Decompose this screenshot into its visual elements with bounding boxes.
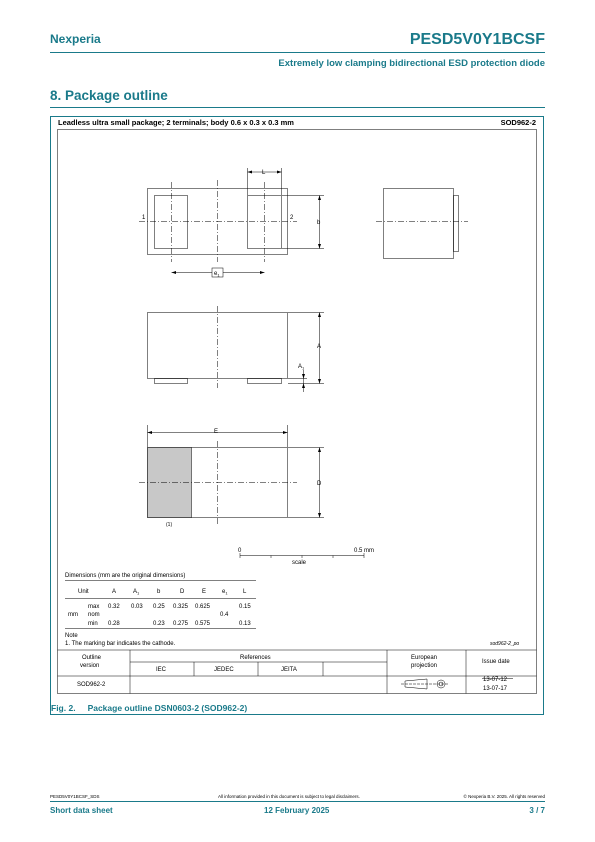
- dim-col-b: b: [157, 589, 161, 595]
- dim-col-e1: $e_1$: [222, 589, 228, 596]
- pin-2-label: 2: [290, 215, 294, 221]
- brand-name: Nexperia: [50, 32, 101, 46]
- dim-cell: 0.575: [195, 621, 211, 627]
- section-title: 8. Package outline: [50, 88, 168, 103]
- references-header: References: [240, 655, 271, 661]
- footer-doc-id: PESD5V0Y1BCSF_SDS: [50, 794, 100, 799]
- footer-rule: [50, 801, 545, 802]
- dim-cell: 0.625: [195, 604, 211, 610]
- dim-A-label: A: [317, 344, 322, 350]
- dim-cell: 0.25: [153, 604, 165, 610]
- dim-col-D: D: [180, 589, 185, 595]
- dim-col-L: L: [243, 589, 247, 595]
- dim-cell: 0.275: [173, 621, 189, 627]
- dim-cell: 0.15: [239, 604, 251, 610]
- dim-row-label: min: [88, 621, 98, 627]
- dim-col-A: A: [112, 589, 117, 595]
- dimensions-title: Dimensions (mm are the original dimensions): [65, 573, 186, 579]
- scale-start: 0: [238, 548, 242, 554]
- figure-caption-text: Package outline DSN0603-2 (SOD962-2): [87, 703, 248, 713]
- dim-b-label: b: [317, 220, 321, 226]
- dim-row-label: nom: [88, 612, 100, 618]
- dim-L-label: L: [262, 170, 266, 176]
- issue-date-header: Issue date: [482, 659, 510, 665]
- side-view-body: [384, 189, 454, 259]
- dim-cell: 0.32: [108, 604, 120, 610]
- footer-doc-type: Short data sheet: [50, 806, 113, 815]
- dim-A1-label: $A_1$: [298, 364, 305, 371]
- dim-E-label: E: [214, 429, 219, 435]
- footer-disclaimer: All information provided in this document is subject to legal disclaimers.: [218, 794, 360, 799]
- dim-row-label: max: [88, 604, 100, 610]
- note-heading: Note: [65, 633, 78, 639]
- figure-title: Leadless ultra small package; 2 terminals; body 0.6 x 0.3 x 0.3 mm: [58, 118, 294, 127]
- jeita-header: JEITA: [281, 667, 297, 673]
- drawing-ref: sod962-2_po: [490, 641, 520, 647]
- pin-1-label: 1: [142, 215, 146, 221]
- figure-code: SOD962-2: [500, 118, 536, 127]
- outline-version-header: Outline version: [80, 655, 102, 669]
- footer-copyright: © Nexperia B.V. 2025. All rights reserved: [463, 794, 545, 799]
- dim-cell: 0.03: [131, 604, 143, 610]
- figure-number: Fig. 2.: [51, 703, 76, 713]
- dim-cell: 0.13: [239, 621, 251, 627]
- product-subtitle: Extremely low clamping bidirectional ESD protection diode: [278, 58, 545, 69]
- jedec-header: JEDEC: [214, 667, 234, 673]
- figure-caption: [51, 703, 247, 713]
- footer-date: 12 February 2025: [264, 806, 330, 815]
- dim-cell: 0.4: [220, 612, 229, 618]
- outline-version-value: SOD962-2: [77, 682, 106, 688]
- side-view-terminal: [454, 196, 459, 252]
- european-projection-header: European projection: [411, 655, 438, 669]
- dim-col-unit: Unit: [78, 589, 89, 595]
- issue-date-1: 13-07-12: [483, 677, 508, 683]
- dim-col-A1: $A_1$: [133, 589, 140, 596]
- dim-unit-mm: mm: [68, 612, 78, 618]
- issue-date-2: 13-07-17: [483, 686, 508, 692]
- front-terminal-2: [248, 379, 282, 384]
- dim-cell: 0.28: [108, 621, 120, 627]
- note-text: 1. The marking bar indicates the cathode.: [65, 641, 176, 647]
- footer-page: 3 / 7: [529, 806, 545, 815]
- front-terminal-1: [155, 379, 188, 384]
- scale-end: 0.5 mm: [354, 548, 375, 554]
- marking-note-label: (1): [166, 522, 173, 528]
- dim-cell: 0.23: [153, 621, 165, 627]
- product-title: PESD5V0Y1BCSF: [409, 31, 545, 48]
- terminal-1: [155, 196, 188, 249]
- dim-D-label: D: [317, 481, 322, 487]
- drawing-frame: [58, 130, 537, 694]
- dim-e1-label: $e_1$: [214, 271, 220, 278]
- dim-cell: 0.325: [173, 604, 189, 610]
- scale-label: scale: [292, 560, 307, 566]
- dim-col-E: E: [202, 589, 207, 595]
- iec-header: IEC: [156, 667, 167, 673]
